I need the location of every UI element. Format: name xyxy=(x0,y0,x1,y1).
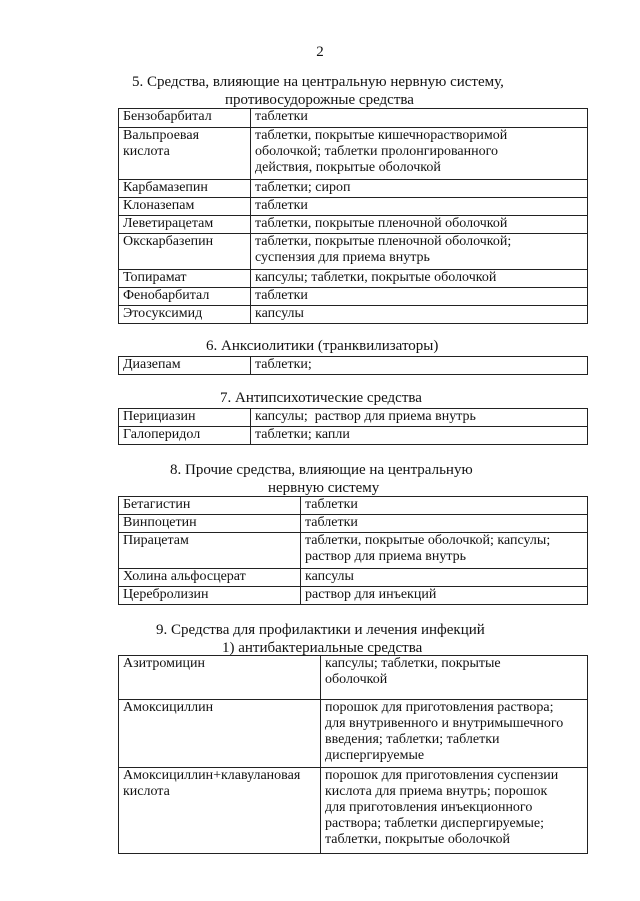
table-row xyxy=(119,270,588,288)
section-9-subtitle: 1) антибактериальные средства xyxy=(222,640,423,656)
dosage-form-cell: таблетки xyxy=(251,109,588,128)
dosage-form-cell: таблетки xyxy=(301,515,588,533)
table-row xyxy=(119,198,588,216)
drug-name-cell: Карбамазепин xyxy=(119,180,251,198)
table-row xyxy=(119,216,588,234)
drug-name-cell: Перициазин xyxy=(119,409,251,427)
dosage-form-cell: таблетки, покрытые кишечнорастворимой оболочкой; таблетки пролонгированного действия, покрытые оболочкой xyxy=(251,128,588,180)
dosage-form-cell: порошок для приготовления раствора; для внутривенного и внутримышечного введения; таблетки; таблетки диспергируемые xyxy=(321,700,588,768)
dosage-form-cell: таблетки xyxy=(251,198,588,216)
section-8-table xyxy=(118,496,588,605)
table-row xyxy=(119,497,588,515)
section-5-title-line-2: противосудорожные средства xyxy=(225,92,414,108)
drug-name-cell: Окскарбазепин xyxy=(119,234,251,270)
section-7-table xyxy=(118,408,588,445)
dosage-form-cell: таблетки; капли xyxy=(251,427,588,445)
drug-name-cell: Пирацетам xyxy=(119,533,301,569)
drug-name-cell: Этосуксимид xyxy=(119,306,251,324)
dosage-form-cell: таблетки, покрытые пленочной оболочкой; суспензия для приема внутрь xyxy=(251,234,588,270)
table-row xyxy=(119,128,588,180)
drug-name-cell: Церебролизин xyxy=(119,587,301,605)
table-row xyxy=(119,409,588,427)
drug-name-cell: Амоксициллин+клавулановая кислота xyxy=(119,768,321,854)
dosage-form-cell: капсулы; таблетки, покрытые оболочкой xyxy=(321,656,588,700)
table-row xyxy=(119,587,588,605)
dosage-form-cell: таблетки, покрытые оболочкой; капсулы; раствор для приема внутрь xyxy=(301,533,588,569)
dosage-form-cell: таблетки xyxy=(251,288,588,306)
drug-name-cell: Диазепам xyxy=(119,357,251,375)
drug-name-cell: Бензобарбитал xyxy=(119,109,251,128)
dosage-form-cell: капсулы xyxy=(301,569,588,587)
drug-name-cell: Леветирацетам xyxy=(119,216,251,234)
dosage-form-cell: капсулы xyxy=(251,306,588,324)
table-row xyxy=(119,180,588,198)
dosage-form-cell: порошок для приготовления суспензии кислота для приема внутрь; порошок для приготовления инъекционного раствора; таблетки диспергируемые; таблетки, покрытые оболочкой xyxy=(321,768,588,854)
table-row xyxy=(119,768,588,854)
drug-name-cell: Топирамат xyxy=(119,270,251,288)
dosage-form-cell: капсулы; раствор для приема внутрь xyxy=(251,409,588,427)
table-row xyxy=(119,569,588,587)
table-row xyxy=(119,357,588,375)
section-6-table xyxy=(118,356,588,375)
table-row xyxy=(119,656,588,700)
drug-name-cell: Фенобарбитал xyxy=(119,288,251,306)
table-row xyxy=(119,533,588,569)
drug-name-cell: Галоперидол xyxy=(119,427,251,445)
table-row xyxy=(119,109,588,128)
table-row xyxy=(119,427,588,445)
dosage-form-cell: таблетки, покрытые пленочной оболочкой xyxy=(251,216,588,234)
section-6-title: 6. Анксиолитики (транквилизаторы) xyxy=(206,338,439,354)
drug-name-cell: Холина альфосцерат xyxy=(119,569,301,587)
section-5-title-line-1: 5. Средства, влияющие на центральную нервную систему, xyxy=(132,74,504,90)
dosage-form-cell: таблетки; xyxy=(251,357,588,375)
section-9-title: 9. Средства для профилактики и лечения инфекций xyxy=(156,622,485,638)
drug-name-cell: Вальпроевая кислота xyxy=(119,128,251,180)
drug-name-cell: Клоназепам xyxy=(119,198,251,216)
section-8-title-line-1: 8. Прочие средства, влияющие на центральную xyxy=(170,462,473,478)
table-row xyxy=(119,306,588,324)
dosage-form-cell: таблетки; сироп xyxy=(251,180,588,198)
dosage-form-cell: капсулы; таблетки, покрытые оболочкой xyxy=(251,270,588,288)
section-5-table xyxy=(118,108,588,324)
drug-name-cell: Азитромицин xyxy=(119,656,321,700)
dosage-form-cell: таблетки xyxy=(301,497,588,515)
page-number: 2 xyxy=(316,44,324,60)
table-row xyxy=(119,515,588,533)
drug-name-cell: Бетагистин xyxy=(119,497,301,515)
dosage-form-cell: раствор для инъекций xyxy=(301,587,588,605)
section-7-title: 7. Антипсихотические средства xyxy=(220,390,422,406)
drug-name-cell: Амоксициллин xyxy=(119,700,321,768)
table-row xyxy=(119,288,588,306)
section-9-table xyxy=(118,655,588,854)
section-8-title-line-2: нервную систему xyxy=(268,480,380,496)
table-row xyxy=(119,234,588,270)
drug-name-cell: Винпоцетин xyxy=(119,515,301,533)
table-row xyxy=(119,700,588,768)
